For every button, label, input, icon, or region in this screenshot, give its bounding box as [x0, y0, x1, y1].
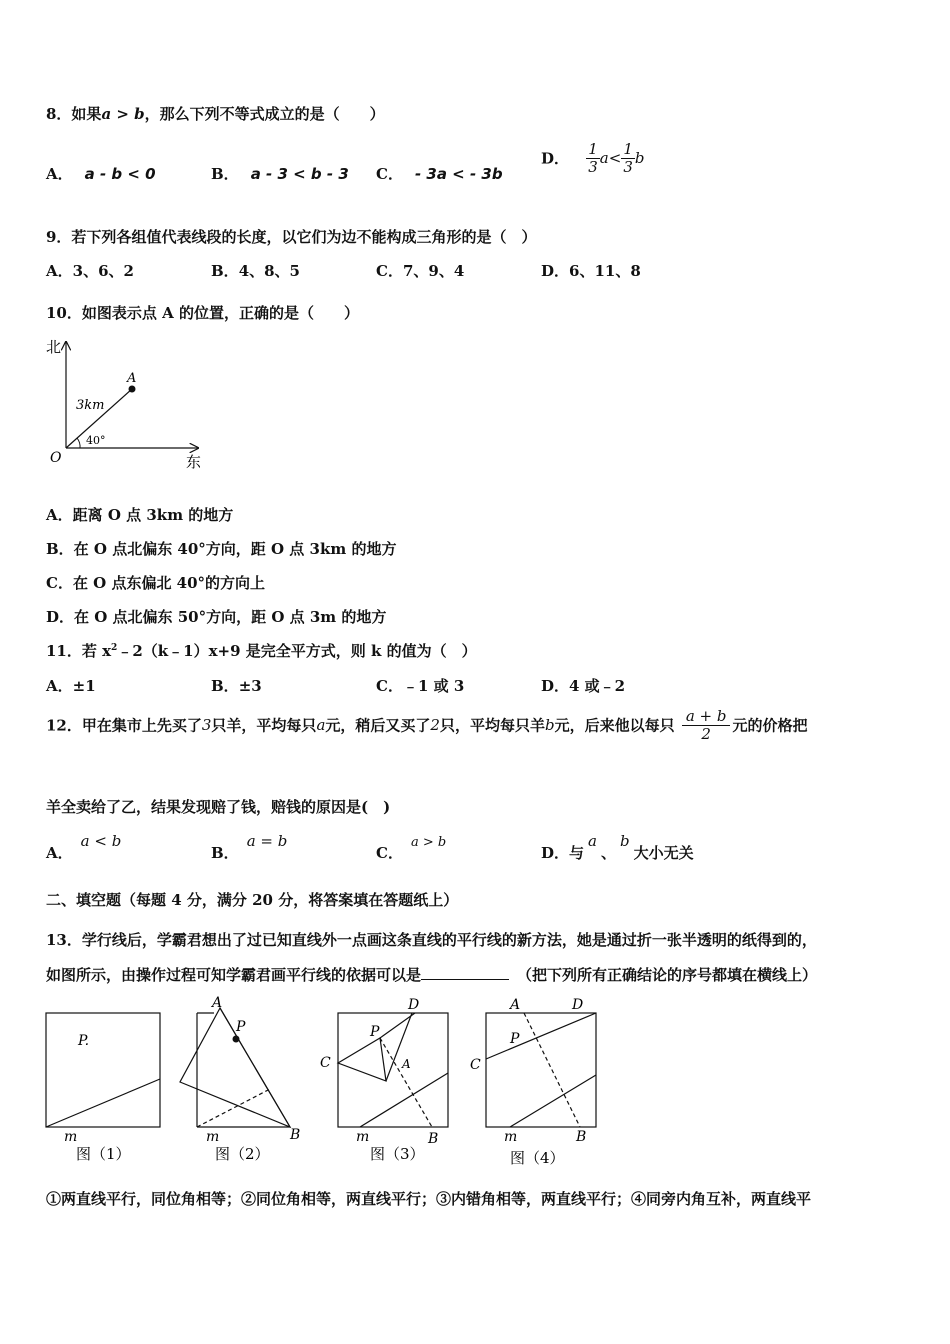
question-13-line1: 13．学行线后，学霸君想出了过已知直线外一点画这条直线的平行线的新方法，她是通过折一张半透明的纸得到的，: [46, 931, 817, 949]
fig4-label-p: P: [510, 1031, 520, 1047]
fig2-label-b: B: [290, 1127, 301, 1143]
answer-blank[interactable]: [421, 965, 509, 980]
q12-option-d: D．与a、b大小无关: [541, 832, 694, 862]
q12-option-a: A．a < b: [46, 832, 122, 862]
q10-option-c: C．在 O 点东偏北 40°的方向上: [46, 574, 266, 592]
fig4-paper: [486, 1013, 596, 1127]
folding-figures: [40, 993, 620, 1173]
q10-option-d: D．在 O 点北偏东 50°方向，距 O 点 3m 的地方: [46, 608, 387, 626]
fig3-paper: [338, 1013, 448, 1127]
point-a-label: A: [127, 371, 137, 386]
fig4-parallel-line: [486, 1013, 596, 1059]
fig3-label-m: m: [356, 1129, 370, 1145]
compass-figure: [42, 336, 212, 476]
fig2-label-p: P: [236, 1019, 246, 1035]
q10-option-b: B．在 O 点北偏东 40°方向，距 O 点 3km 的地方: [46, 540, 397, 558]
question-9-stem: 9．若下列各组值代表线段的长度，以它们为边不能构成三角形的是（ ）: [46, 228, 537, 246]
origin-label: O: [50, 450, 62, 466]
fig1-label-m: m: [64, 1129, 78, 1145]
fig3-label-p: P: [370, 1024, 380, 1040]
point-a-dot: [129, 386, 136, 393]
q11-option-b: B．±3: [211, 677, 262, 695]
fig4-label-a: A: [510, 997, 521, 1013]
q9-option-c: C．7、9、4: [376, 262, 465, 280]
q11-option-d: D．4 或﹣2: [541, 677, 626, 695]
angle-label: 40°: [86, 434, 106, 447]
fig4-label-b: B: [576, 1129, 587, 1145]
fig3-label-c: C: [320, 1055, 331, 1071]
q12-option-b: B．a = b: [211, 832, 288, 862]
fig4-caption: 图（4）: [510, 1149, 565, 1167]
q10-option-a: A．距离 O 点 3km 的地方: [46, 506, 234, 524]
north-label: 北: [46, 338, 62, 356]
angle-arc: [77, 438, 80, 448]
fig3-line-m: [360, 1073, 448, 1127]
q8-option-b: B． a - 3 < b - 3: [211, 165, 349, 183]
fig4-label-m: m: [504, 1129, 518, 1145]
distance-label: 3km: [76, 398, 105, 413]
east-label: 东: [186, 453, 202, 471]
fig4-label-d: D: [572, 997, 584, 1013]
fig2-point-p: [233, 1036, 240, 1043]
fig4-line-m: [510, 1075, 596, 1127]
fig3-crease: [380, 1038, 432, 1127]
question-13-line2: 如图所示，由操作过程可知学霸君画平行线的依据可以是 （把下列所有正确结论的序号都填在横线上）: [46, 966, 818, 984]
q9-option-b: B．4、8、5: [211, 262, 300, 280]
fig1-label-p: P.: [78, 1033, 90, 1049]
q8-option-a: A． a - b < 0: [46, 165, 156, 183]
fig3-label-d: D: [408, 997, 420, 1013]
fig2-line-m: [197, 1089, 270, 1127]
fig4-label-c: C: [470, 1057, 481, 1073]
fig3-fold-top: [380, 1013, 415, 1038]
fig4-crease: [524, 1013, 580, 1127]
q9-option-d: D．6、11、8: [541, 262, 641, 280]
question-11-stem: 11．若 $x^2﹣2(k﹣1)x+9$ 是完全平方式，则 k 的值为（ ）: [46, 642, 477, 660]
question-13-choices: ①两直线平行，同位角相等；②同位角相等，两直线平行；③内错角相等，两直线平行；④同旁内角互补，两直线平: [46, 1190, 812, 1208]
q8-option-c: C． - 3a < - 3b: [376, 165, 503, 183]
fig3-label-b: B: [428, 1131, 439, 1147]
question-10-stem: 10．如图表示点 A 的位置，正确的是（ ）: [46, 304, 359, 322]
question-12-line1: 12．甲在集市上先买了3只羊，平均每只a元，稍后又买了2只，平均每只羊b元，后来他以每只 $\frac{a + b}{2}$ 元的价格把: [46, 707, 808, 743]
q11-option-c: C．﹣1 或 3: [376, 677, 465, 695]
fig1-paper: [46, 1013, 160, 1127]
fig2-label-a: A: [212, 995, 223, 1011]
fig3-caption: 图（3）: [370, 1145, 425, 1163]
fig2-label-m: m: [206, 1129, 220, 1145]
fig1-caption: 图（1）: [76, 1145, 131, 1163]
fig3-label-a: A: [402, 1057, 411, 1071]
question-12-line2: 羊全卖给了乙，结果发现赔了钱，赔钱的原因是( ): [46, 798, 391, 816]
q8-option-d: D． $\frac{1}{3}$ a< $\frac{1}{3}$ b: [541, 140, 645, 176]
fig3-fold-triangle: [338, 1038, 386, 1081]
question-8-stem: 8．如果a > b，那么下列不等式成立的是（ ）: [46, 105, 385, 123]
fig1-line-m: [46, 1079, 160, 1127]
q12-option-c: C．a > b: [376, 835, 447, 862]
section-2-title: 二、填空题（每题 4 分，满分 20 分，将答案填在答题纸上）: [46, 891, 459, 909]
fig2-caption: 图（2）: [215, 1145, 270, 1163]
q9-option-a: A．3、6、2: [46, 262, 134, 280]
q11-option-a: A．±1: [46, 677, 96, 695]
